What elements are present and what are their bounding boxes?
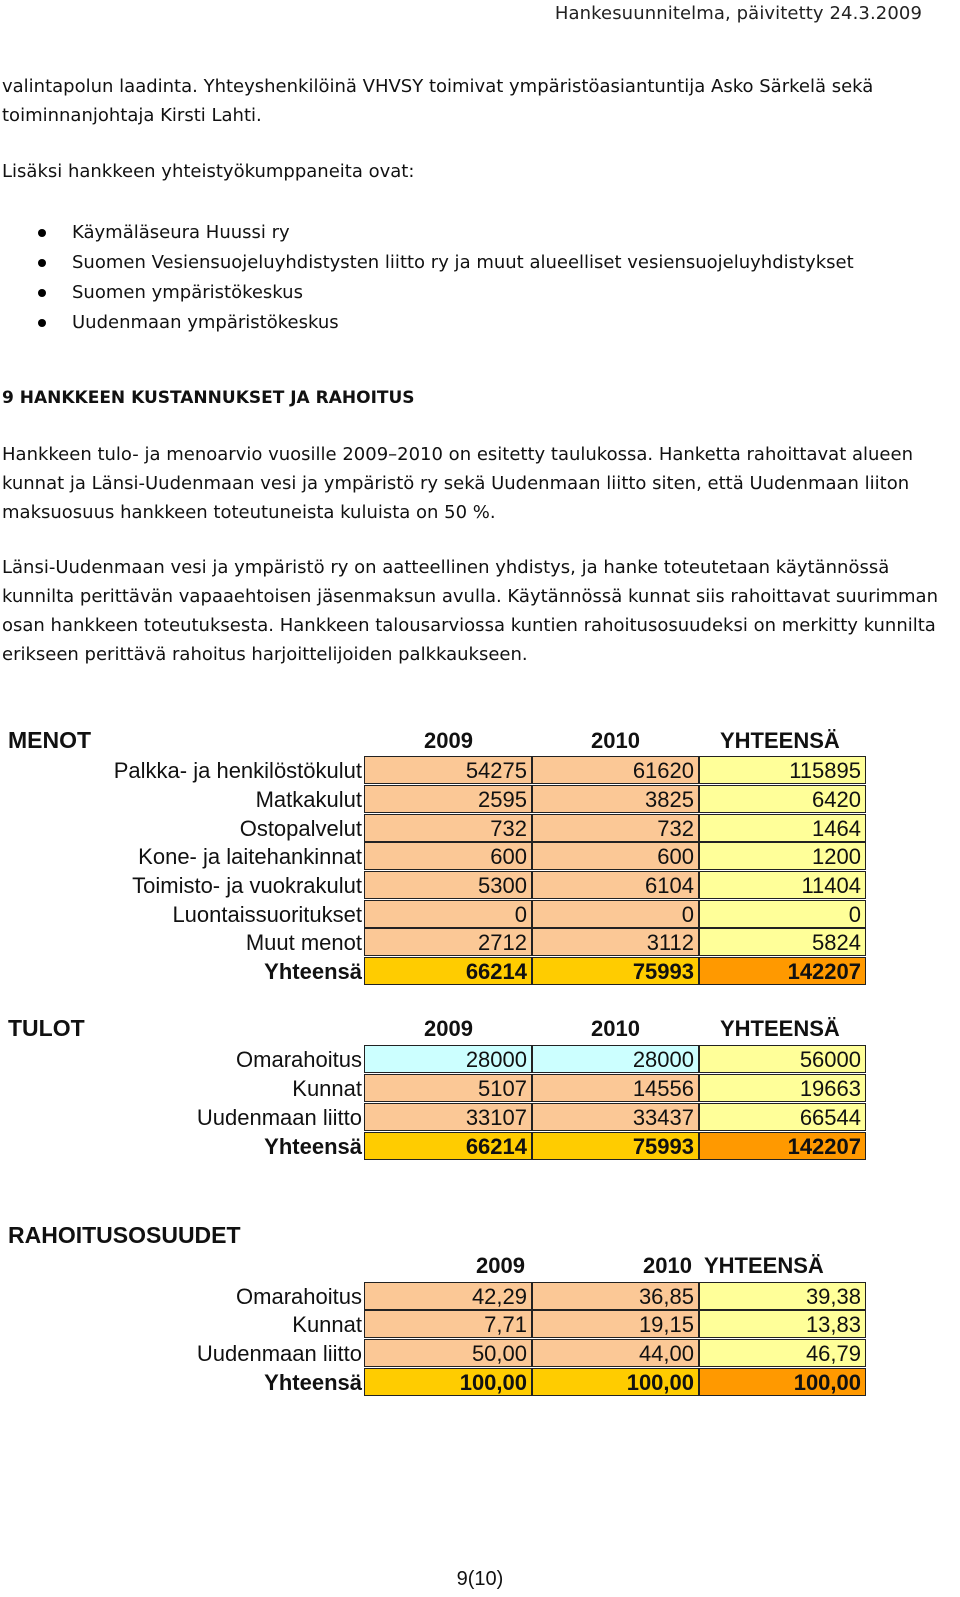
table-cell: 115895: [699, 756, 866, 784]
row-label: Kunnat: [292, 1312, 362, 1337]
table-cell: 732: [532, 814, 699, 842]
table-cell: 36,85: [532, 1282, 699, 1310]
row-label: Uudenmaan liitto: [196, 1341, 362, 1366]
table-cell: 61620: [532, 756, 699, 784]
partners-list: [2, 218, 854, 338]
sum-cell: 142207: [699, 1132, 866, 1160]
table-cell: 0: [532, 900, 699, 928]
table-cell: 0: [699, 900, 866, 928]
osuudet-title: RAHOITUSOSUUDET: [8, 1222, 241, 1248]
table-cell: 5107: [364, 1074, 532, 1102]
table-cell: 42,29: [364, 1282, 532, 1310]
table-cell: 6420: [699, 785, 866, 813]
table-cell: 13,83: [699, 1310, 866, 1338]
section-heading: 9 HANKKEEN KUSTANNUKSET JA RAHOITUS: [2, 388, 415, 408]
osuudet-col-2009: 2009: [476, 1253, 525, 1278]
osuudet-col-total: YHTEENSÄ: [704, 1253, 824, 1278]
table-cell: 600: [364, 842, 532, 870]
page-number: 9(10): [456, 1568, 504, 1590]
sum-cell: 66214: [364, 957, 532, 985]
row-label: Ostopalvelut: [239, 816, 362, 841]
table-cell: 19,15: [532, 1310, 699, 1338]
row-label: Muut menot: [245, 930, 362, 955]
table-cell: 28000: [364, 1045, 532, 1073]
sum-cell: 66214: [364, 1132, 532, 1160]
tulot-col-2010: 2010: [591, 1016, 640, 1041]
sum-cell: 100,00: [532, 1368, 699, 1396]
table-cell: 600: [532, 842, 699, 870]
row-label: Luontaissuoritukset: [172, 902, 362, 927]
table-cell: 6104: [532, 871, 699, 899]
osuudet-col-2010: 2010: [643, 1253, 692, 1278]
row-label: Omarahoitus: [236, 1284, 362, 1309]
table-cell: 54275: [364, 756, 532, 784]
table-cell: 5824: [699, 928, 866, 956]
section-paragraph-1: Hankkeen tulo- ja menoarvio vuosille 2009–2010 on esitetty taulukossa. Hanketta rahoittavat alueen kunnat ja Länsi-Uudenmaan vesi ja ympäristö ry sekä Uudenmaan liitto siten, että Uudenmaan liiton maksuosuus hankkeen toteutuneista kuluista on 50 %.: [2, 444, 913, 523]
table-cell: 1464: [699, 814, 866, 842]
table-cell: 3825: [532, 785, 699, 813]
sum-cell: 75993: [532, 957, 699, 985]
tulot-col-total: YHTEENSÄ: [720, 1016, 840, 1041]
sum-label: Yhteensä: [264, 1370, 362, 1395]
row-label: Toimisto- ja vuokrakulut: [132, 873, 362, 898]
tulot-col-2009: 2009: [424, 1016, 473, 1041]
table-cell: 46,79: [699, 1339, 866, 1367]
table-cell: 2595: [364, 785, 532, 813]
table-cell: 39,38: [699, 1282, 866, 1310]
table-cell: 44,00: [532, 1339, 699, 1367]
list-item: Uudenmaan ympäristökeskus: [2, 308, 854, 338]
row-label: Omarahoitus: [236, 1047, 362, 1072]
table-cell: 7,71: [364, 1310, 532, 1338]
list-item: Suomen Vesiensuojeluyhdistysten liitto ry ja muut alueelliset vesiensuojeluyhdistykset: [2, 248, 854, 278]
menot-col-2010: 2010: [591, 728, 640, 753]
table-cell: 732: [364, 814, 532, 842]
table-cell: 2712: [364, 928, 532, 956]
row-label: Kunnat: [292, 1076, 362, 1101]
sum-label: Yhteensä: [264, 1134, 362, 1159]
table-cell: 14556: [532, 1074, 699, 1102]
table-cell: 19663: [699, 1074, 866, 1102]
tulot-title: TULOT: [8, 1015, 85, 1041]
table-cell: 3112: [532, 928, 699, 956]
sum-cell: 100,00: [699, 1368, 866, 1396]
row-label: Uudenmaan liitto: [196, 1105, 362, 1130]
list-item: Suomen ympäristökeskus: [2, 278, 854, 308]
table-cell: 1200: [699, 842, 866, 870]
section-paragraph-2: Länsi-Uudenmaan vesi ja ympäristö ry on aatteellinen yhdistys, ja hanke toteutetaan käytännössä kunnilta perittävän vapaaehtoisen jäsenmaksun avulla. Käytännössä kunnat siis rahoittavat suurimman osan hankkeen toteutuksesta. Hankkeen talousarviossa kuntien rahoitusosuudeksi on merkitty kunnilta erikseen perittävä rahoitus harjoittelijoiden palkkaukseen.: [2, 557, 938, 665]
row-label: Matkakulut: [255, 787, 362, 812]
row-label: Palkka- ja henkilöstökulut: [113, 758, 362, 783]
table-cell: 56000: [699, 1045, 866, 1073]
sum-label: Yhteensä: [264, 959, 362, 984]
table-cell: 50,00: [364, 1339, 532, 1367]
table-cell: 66544: [699, 1103, 866, 1131]
menot-col-2009: 2009: [424, 728, 473, 753]
intro-paragraph: valintapolun laadinta. Yhteyshenkilöinä VHVSY toimivat ympäristöasiantuntija Asko Särkelä sekä toiminnanjohtaja Kirsti Lahti.: [2, 76, 874, 126]
page-header: Hankesuunnitelma, päivitetty 24.3.2009: [554, 3, 922, 24]
list-item: Käymäläseura Huussi ry: [2, 218, 854, 248]
sum-cell: 142207: [699, 957, 866, 985]
table-cell: 28000: [532, 1045, 699, 1073]
row-label: Kone- ja laitehankinnat: [138, 844, 362, 869]
sum-cell: 100,00: [364, 1368, 532, 1396]
table-cell: 33437: [532, 1103, 699, 1131]
table-cell: 0: [364, 900, 532, 928]
menot-col-total: YHTEENSÄ: [720, 728, 840, 753]
table-cell: 33107: [364, 1103, 532, 1131]
menot-title: MENOT: [8, 727, 92, 753]
partners-intro: Lisäksi hankkeen yhteistyökumppaneita ovat:: [2, 161, 415, 182]
table-cell: 11404: [699, 871, 866, 899]
sum-cell: 75993: [532, 1132, 699, 1160]
table-cell: 5300: [364, 871, 532, 899]
